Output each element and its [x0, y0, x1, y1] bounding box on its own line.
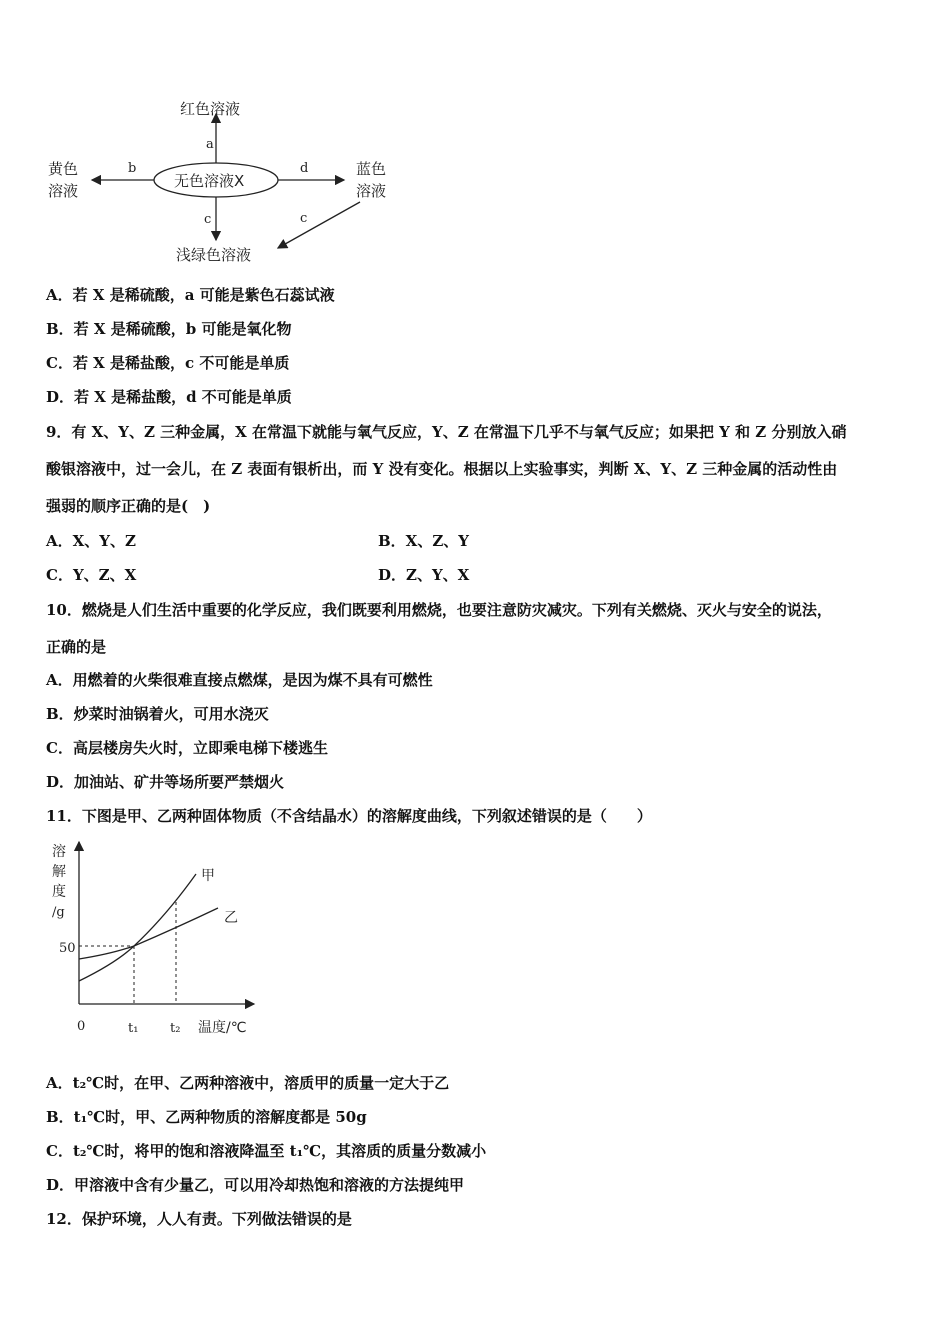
q11-option-b: B．t₁℃时，甲、乙两种物质的溶解度都是 50g [46, 1108, 367, 1126]
arrow-d-label: d [300, 161, 309, 176]
q9-option-d: D．Z、Y、X [378, 566, 470, 584]
q10-option-d: D．加油站、矿井等场所要严禁烟火 [46, 773, 285, 791]
right-label-1: 蓝色 [356, 160, 387, 178]
x-origin: 0 [77, 1019, 86, 1034]
center-label: 无色溶液X [174, 172, 245, 190]
q10-option-a: A．用燃着的火柴很难直接点燃煤，是因为煤不具有可燃性 [46, 671, 433, 689]
bottom-label: 浅绿色溶液 [176, 246, 252, 264]
y-label-3: 度 [52, 884, 66, 900]
q8-option-c: C．若 X 是稀盐酸，c 不可能是单质 [46, 354, 290, 372]
y-label-4: /g [52, 905, 65, 920]
q9-option-b: B．X、Z、Y [378, 532, 469, 550]
q9-stem-line2: 酸银溶液中，过一会儿，在 Z 表面有银析出，而 Y 没有变化。根据以上实验事实，判断 X、Y、Z 三种金属的活动性由 [46, 460, 838, 478]
q9-stem-line1: 9．有 X、Y、Z 三种金属，X 在常温下就能与氧气反应，Y、Z 在常温下几乎不与氧气反应；如果把 Y 和 Z 分别放入硝 [46, 423, 847, 441]
q9-option-c: C．Y、Z、X [46, 566, 137, 584]
q12-stem: 12．保护环境，人人有责。下列做法错误的是 [46, 1210, 352, 1228]
left-label-1: 黄色 [48, 160, 79, 178]
x-axis-label: 温度/℃ [198, 1020, 247, 1036]
x-tick-t2: t₂ [170, 1021, 181, 1036]
q11-stem: 11．下图是甲、乙两种固体物质（不含结晶水）的溶解度曲线，下列叙述错误的是（ ） [46, 807, 652, 825]
arrow-a-label: a [206, 137, 214, 152]
arrow-b-label: b [128, 161, 137, 176]
curve-jia-label: 甲 [201, 868, 215, 884]
y-tick-50: 50 [59, 941, 76, 956]
arrow-c-diag-label: c [300, 211, 308, 226]
solubility-graph [46, 838, 266, 1043]
arrow-c-label: c [204, 212, 212, 227]
q8-option-b: B．若 X 是稀硫酸，b 可能是氧化物 [46, 320, 292, 338]
top-label: 红色溶液 [180, 100, 241, 118]
q9-stem-line3: 强弱的顺序正确的是( ) [46, 497, 211, 515]
q10-option-c: C．高层楼房失火时，立即乘电梯下楼逃生 [46, 739, 328, 757]
q8-option-d: D．若 X 是稀盐酸，d 不可能是单质 [46, 388, 292, 406]
arrow-diagonal [278, 202, 360, 248]
right-label-2: 溶液 [356, 182, 387, 200]
q10-stem-line1: 10．燃烧是人们生活中重要的化学反应，我们既要利用燃烧，也要注意防灾减灾。下列有关燃烧、灭火与安全的说法， [46, 601, 832, 619]
q10-option-b: B．炒菜时油锅着火，可用水浇灭 [46, 705, 269, 723]
q9-option-a: A．X、Y、Z [46, 532, 136, 550]
curve-yi-label: 乙 [224, 910, 238, 926]
q11-option-a: A．t₂℃时，在甲、乙两种溶液中，溶质甲的质量一定大于乙 [46, 1074, 450, 1092]
q11-option-c: C．t₂℃时，将甲的饱和溶液降温至 t₁℃，其溶质的质量分数减小 [46, 1142, 487, 1160]
q11-option-d: D．甲溶液中含有少量乙，可以用冷却热饱和溶液的方法提纯甲 [46, 1176, 465, 1194]
q10-stem-line2: 正确的是 [46, 638, 107, 656]
left-label-2: 溶液 [48, 182, 79, 200]
y-label-1: 溶 [52, 844, 66, 860]
q8-option-a: A．若 X 是稀硫酸，a 可能是紫色石蕊试液 [46, 286, 335, 304]
curve-jia [79, 874, 196, 981]
reaction-diagram [40, 90, 410, 270]
y-label-2: 解 [52, 864, 66, 880]
curve-yi [79, 908, 218, 959]
x-tick-t1: t₁ [128, 1021, 139, 1036]
